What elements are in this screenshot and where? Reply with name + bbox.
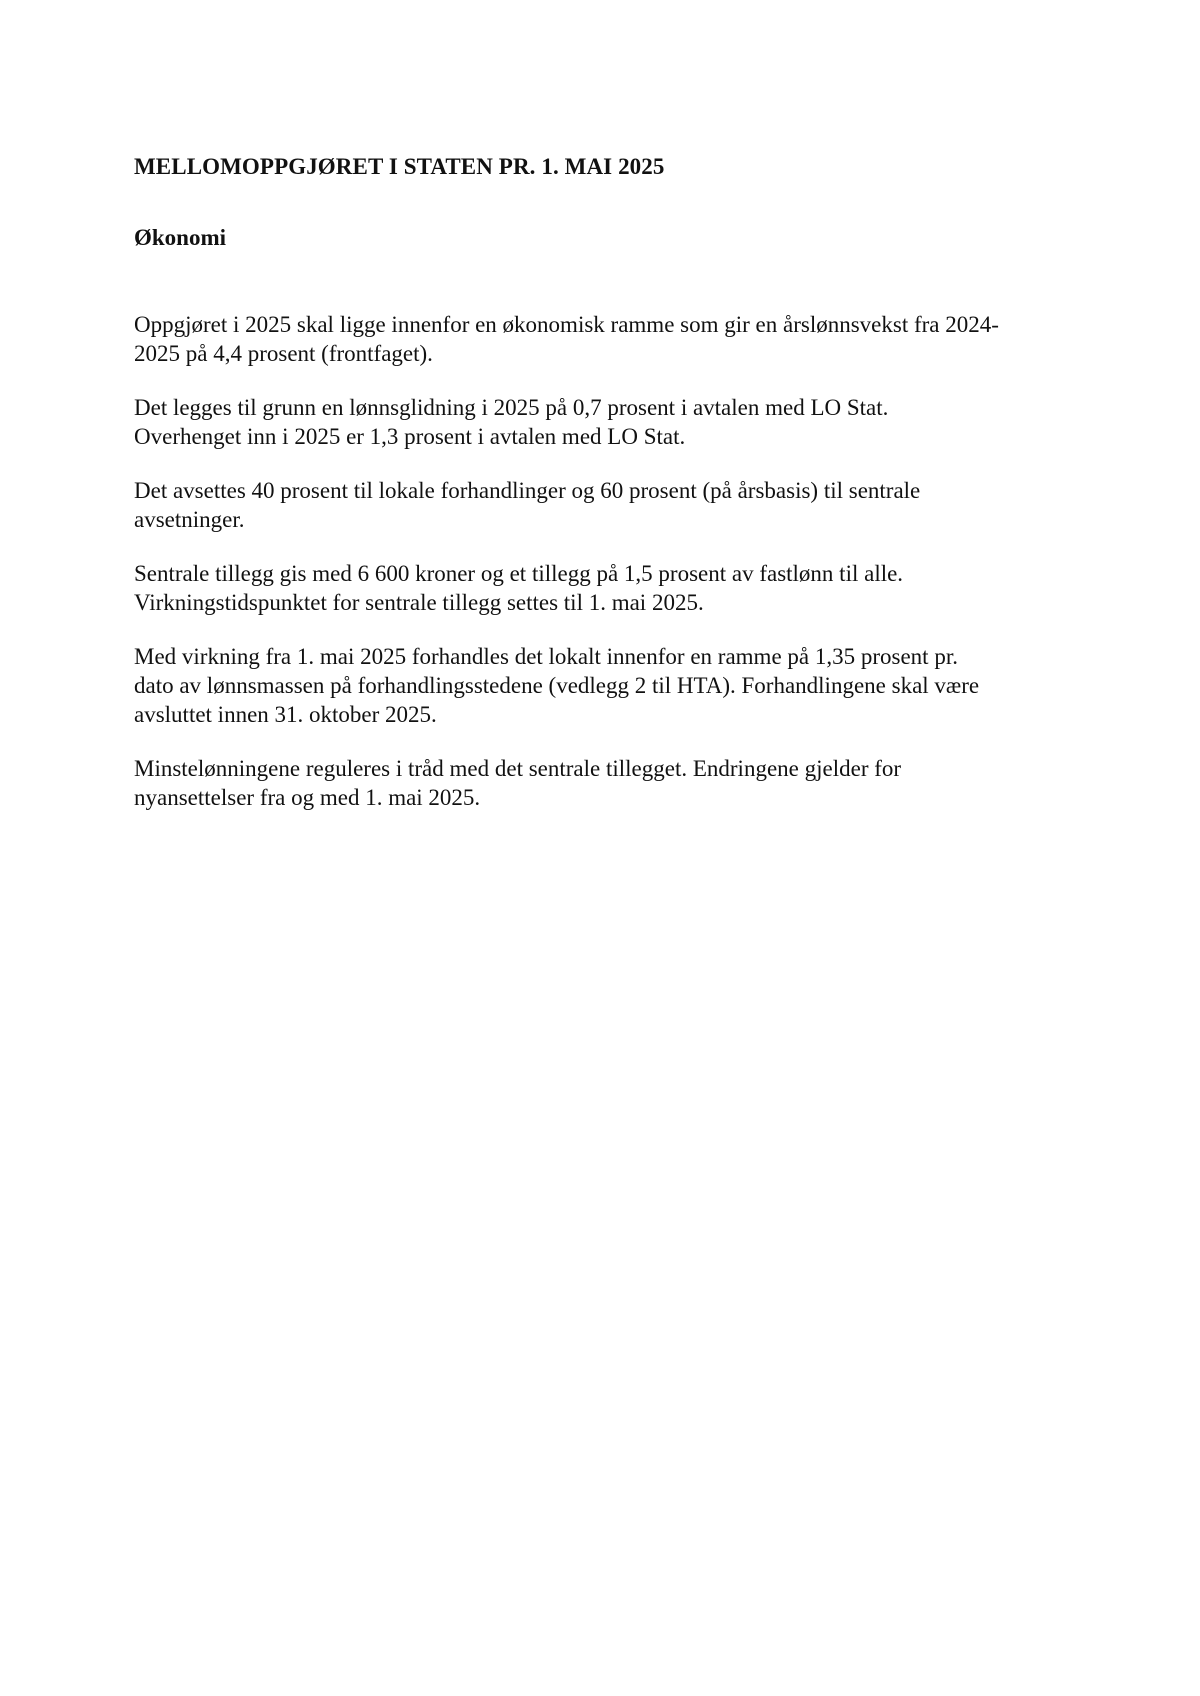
text-line: Minstelønningene reguleres i tråd med det sentrale tillegget. Endringene gjelder for (134, 756, 902, 781)
text-line: Sentrale tillegg gis med 6 600 kroner og et tillegg på 1,5 prosent av fastlønn til alle. (134, 561, 904, 586)
text-line: Med virkning fra 1. mai 2025 forhandles det lokalt innenfor en ramme på 1,35 prosent pr. (134, 644, 958, 669)
paragraph-5 (134, 642, 1074, 729)
text-line: avsetninger. (134, 507, 245, 532)
paragraph-1 (134, 310, 1074, 368)
text-line: Overhenget inn i 2025 er 1,3 prosent i avtalen med LO Stat. (134, 424, 686, 449)
text-line: dato av lønnsmassen på forhandlingsstedene (vedlegg 2 til HTA). Forhandlingene skal være (134, 673, 980, 698)
paragraph-3 (134, 476, 1074, 534)
paragraph-6 (134, 754, 1074, 812)
text-line: avsluttet innen 31. oktober 2025. (134, 702, 437, 727)
text-line: Det avsettes 40 prosent til lokale forhandlinger og 60 prosent (på årsbasis) til sentrale (134, 478, 921, 503)
text-line: Det legges til grunn en lønnsglidning i 2025 på 0,7 prosent i avtalen med LO Stat. (134, 395, 889, 420)
section-heading-okonomi: Økonomi (134, 225, 227, 250)
paragraph-2 (134, 393, 1074, 451)
text-line: nyansettelser fra og med 1. mai 2025. (134, 785, 481, 810)
text-line: Oppgjøret i 2025 skal ligge innenfor en økonomisk ramme som gir en årslønnsvekst fra 2024- (134, 312, 999, 337)
document-title: MELLOMOPPGJØRET I STATEN PR. 1. MAI 2025 (134, 154, 665, 179)
text-line: Virkningstidspunktet for sentrale tillegg settes til 1. mai 2025. (134, 590, 704, 615)
paragraph-4 (134, 559, 1074, 617)
document-content (134, 152, 1074, 812)
text-line: 2025 på 4,4 prosent (frontfaget). (134, 341, 433, 366)
